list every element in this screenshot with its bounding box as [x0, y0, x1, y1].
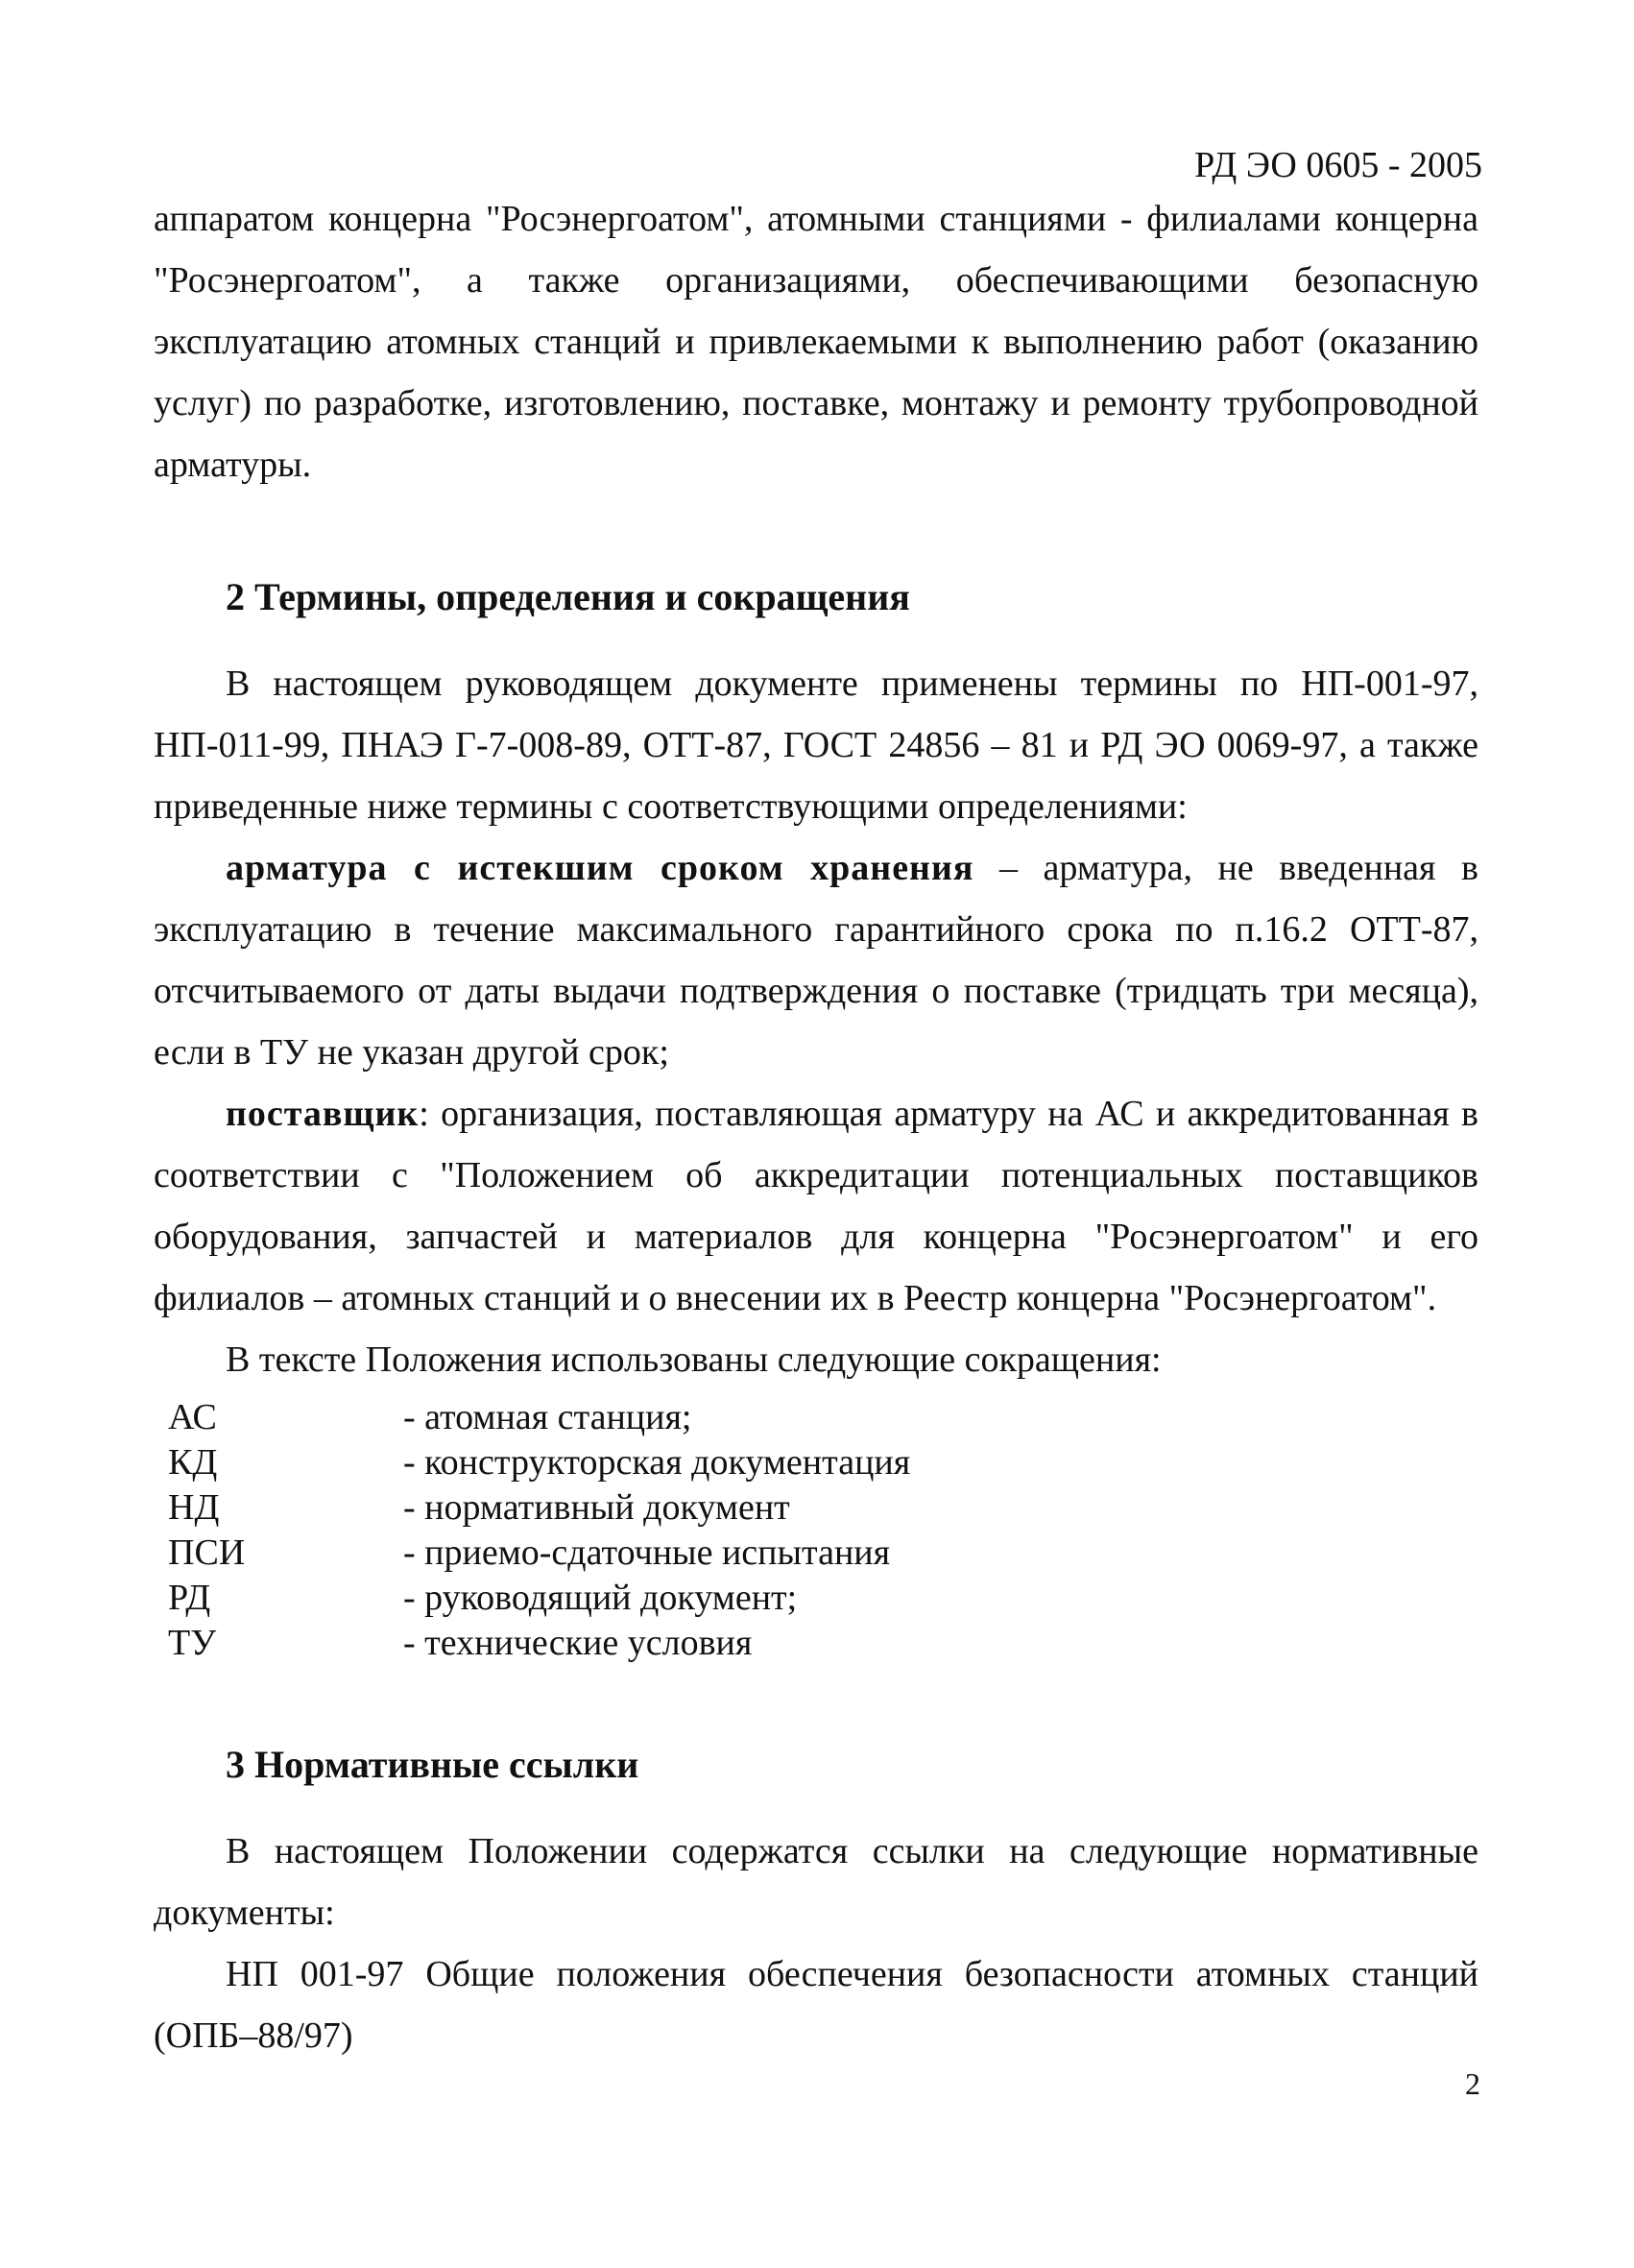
- abbreviation-code: ПСИ: [168, 1532, 246, 1573]
- abbreviation-row: [168, 1575, 1224, 1621]
- abbreviation-definition: - нормативный документ: [403, 1487, 790, 1528]
- abbreviation-code: АС: [168, 1397, 217, 1437]
- term-definition-supplier: [154, 1083, 1478, 1329]
- document-code: РД ЭО 0605 - 2005: [1194, 145, 1482, 185]
- abbreviation-row: [168, 1530, 1224, 1576]
- section-3-heading: 3 Нормативные ссылки: [226, 1743, 639, 1786]
- abbreviation-code: ТУ: [168, 1623, 217, 1663]
- abbreviation-definition: - технические условия: [403, 1623, 753, 1663]
- abbreviation-definition: - приемо-сдаточные испытания: [403, 1532, 891, 1573]
- section-2-paragraph: В настоящем руководящем документе применены термины по НП-001-97, НП-011-99, ПНАЭ Г-7-008-89, ОТТ-87, ГОСТ 24856 – 81 и РД ЭО 0069-97, а также приведенные ниже термины с соответствующими определениями:: [154, 664, 1478, 827]
- abbreviation-definition: - руководящий документ;: [403, 1578, 798, 1618]
- term-definition-expired-storage: [154, 837, 1478, 1083]
- abbreviation-code: РД: [168, 1578, 211, 1618]
- term-supplier: поставщик: [226, 1094, 420, 1134]
- definition-supplier: : организация, поставляющая арматуру на АС и аккредитованная в соответствии с "Положением об аккредитации потенциальных поставщиков оборудования, запчастей и материалов для концерна "Росэнергоатом" и его филиалов – атомных станций и о внесении их в Реестр концерна "Росэнергоатом".: [154, 1094, 1478, 1318]
- abbreviation-row: [168, 1439, 1224, 1485]
- term-expired-storage: арматура с истекшим сроком хранения: [226, 848, 974, 888]
- abbreviations-intro: В тексте Положения использованы следующие сокращения:: [226, 1339, 1162, 1380]
- abbreviation-row: [168, 1394, 1224, 1440]
- section-2-heading: 2 Термины, определения и сокращения: [226, 575, 910, 618]
- section-3-paragraph: В настоящем Положении содержатся ссылки на следующие нормативные документы:: [154, 1831, 1478, 1933]
- abbreviation-definition: - конструкторская документация: [403, 1442, 911, 1483]
- abbreviation-definition: - атомная станция;: [403, 1397, 692, 1437]
- page-number: 2: [1465, 2066, 1480, 2101]
- intro-paragraph: аппаратом концерна "Росэнергоатом", атомными станциями - филиалами концерна "Росэнергоатом", а также организациями, обеспечивающими безопасную эксплуатацию атомных станций и привлекаемыми к выполнению работ (оказанию услуг) по разработке, изготовлению, поставке, монтажу и ремонту трубопроводной арматуры.: [154, 199, 1478, 485]
- abbreviation-code: НД: [168, 1487, 220, 1528]
- definition-expired-storage: – арматура, не введенная в эксплуатацию в течение максимального гарантийного срока по п.16.2 ОТТ-87, отсчитываемого от даты выдачи подтверждения о поставке (тридцать три месяца), если в ТУ не указан другой срок;: [154, 848, 1478, 1073]
- abbreviation-row: [168, 1484, 1224, 1531]
- abbreviation-code: КД: [168, 1442, 218, 1483]
- abbreviation-row: [168, 1620, 1224, 1666]
- normative-reference-item: НП 001-97 Общие положения обеспечения безопасности атомных станций (ОПБ–88/97): [154, 1954, 1478, 2056]
